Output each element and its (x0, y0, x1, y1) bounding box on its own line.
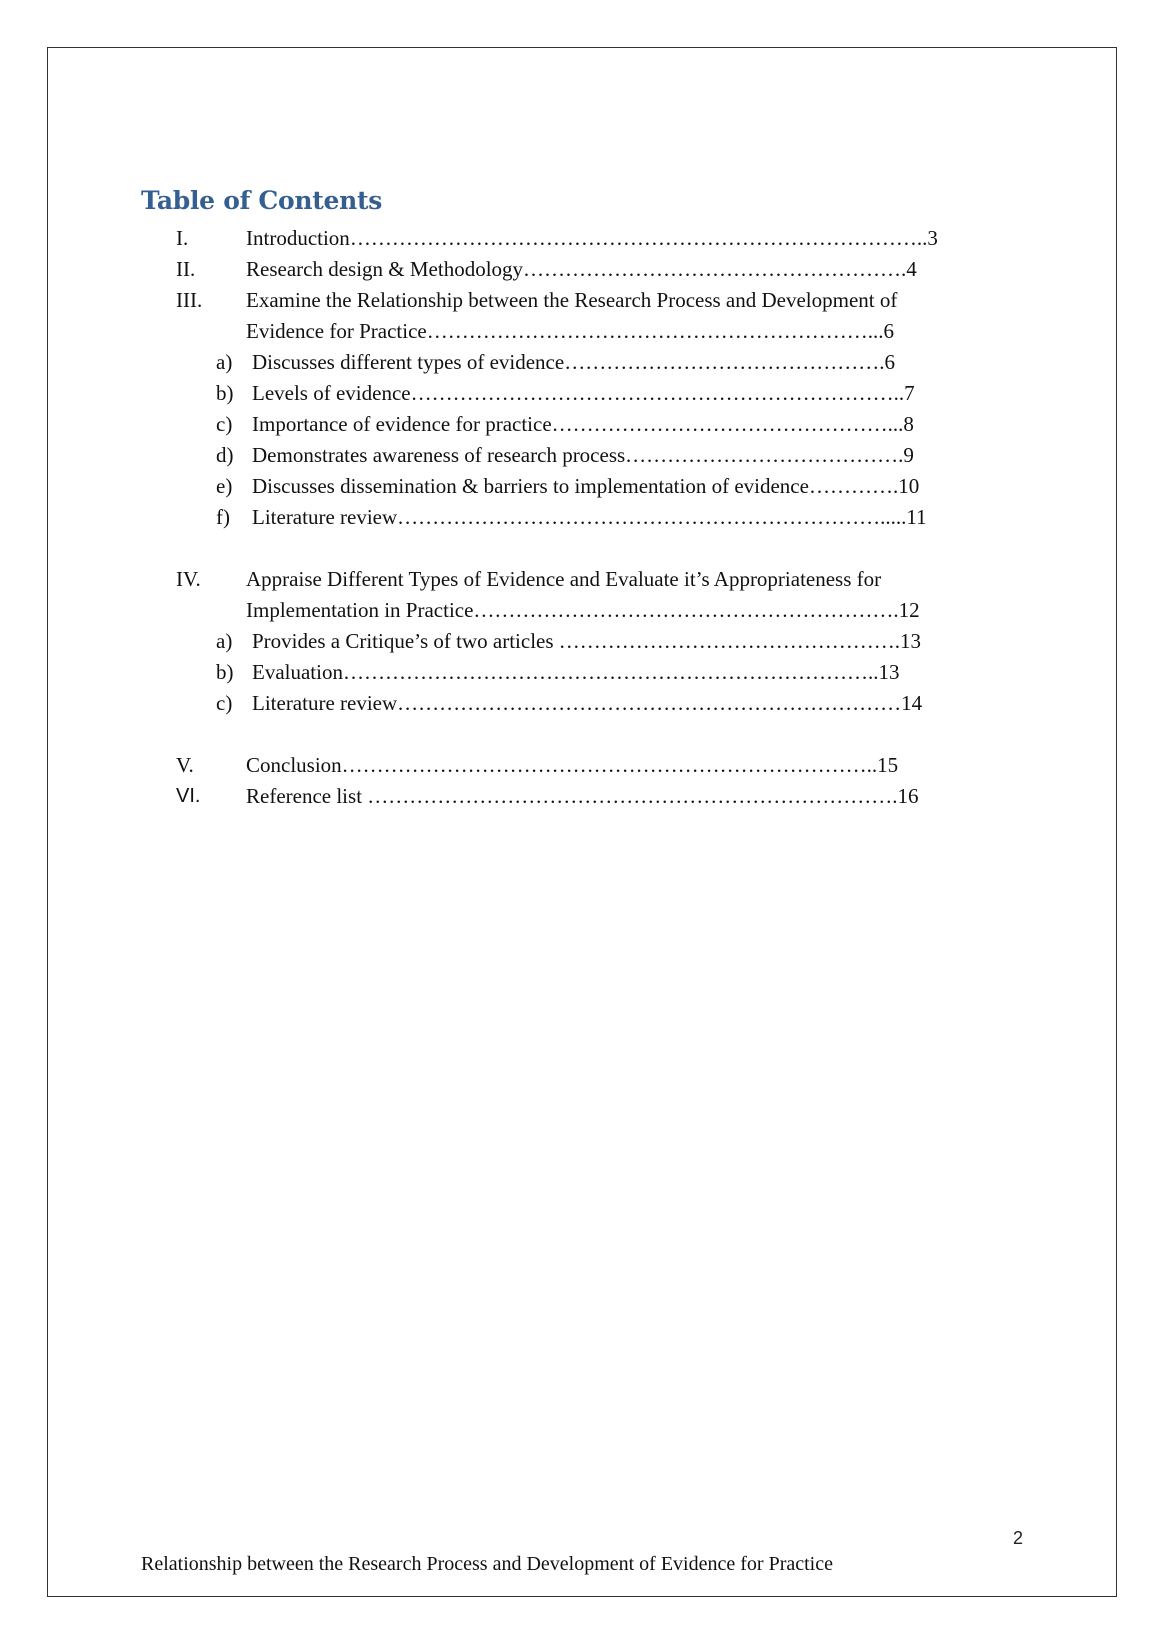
toc-entry-page: 6 (884, 350, 895, 374)
footer-text: Relationship between the Research Process and Development of Evidence for Practice (141, 1553, 833, 1575)
toc-entry-page: 4 (906, 257, 917, 281)
toc-title: Table of Contents (141, 186, 383, 215)
toc-entry-page: 6 (883, 319, 894, 343)
toc-leader-dots: ………………………………………. (564, 350, 885, 374)
toc-entry-title: Discusses different types of evidence……………………………………….6 (252, 350, 895, 374)
toc-leader-dots: …………. (808, 474, 899, 498)
toc-entry-title: Levels of evidence……………………………………………………………..7 (252, 381, 915, 405)
toc-entry-number: b) (216, 381, 234, 405)
toc-entry-page: 13 (900, 629, 922, 653)
toc-entry-title: Importance of evidence for practice…………………………………………...8 (252, 412, 914, 436)
toc-leader-dots: ……………………………………………………. (473, 598, 899, 622)
toc-entry-number: a) (216, 350, 233, 374)
toc-entry-page: 8 (903, 412, 914, 436)
toc-entry-title: Evaluation…………………………………………………………………..13 (252, 660, 900, 684)
toc-leader-dots: ……………………………………………………………..... (397, 505, 907, 529)
toc-entry-number: c) (216, 412, 233, 436)
toc-entry-title: Literature review………………………………………………………………14 (252, 691, 923, 715)
toc-entry-number: a) (216, 629, 233, 653)
toc-leader-dots: ………………………………………………………... (426, 319, 884, 343)
toc-entry-page: 13 (878, 660, 900, 684)
page-number: 2 (1013, 1528, 1024, 1548)
toc-entry-number: IV. (176, 567, 201, 591)
toc-leader-dots: …………………………………………………………….. (410, 381, 905, 405)
toc-entry-number: III. (176, 288, 203, 312)
toc-entry-page: 7 (904, 381, 915, 405)
toc-leader-dots: ………………………………………………………………….. (341, 753, 878, 777)
toc-leader-dots: ……………………………………………………………… (397, 691, 902, 715)
toc-entry-title: Literature review…………………………………………………………….....11 (252, 505, 927, 529)
toc-entry-number: d) (216, 443, 234, 467)
toc-entry-title: Provides a Critique’s of two articles ………………………………………….13 (252, 629, 922, 653)
toc-entry-page: 3 (927, 226, 938, 250)
toc-entry-page: 11 (906, 505, 927, 529)
toc-leader-dots: ………………………………………………. (523, 257, 907, 281)
toc-entry-title: Evidence for Practice………………………………………………………...6 (246, 319, 894, 343)
toc-leader-dots: …………………………………………. (553, 629, 901, 653)
toc-entry-number: VI. (176, 785, 201, 807)
toc-entry-title: Reference list ………………………………………………………………….16 (246, 784, 919, 808)
toc-entry-title: Introduction………………………………………………………………………..3 (246, 226, 938, 250)
toc-entry-number: II. (176, 257, 196, 281)
toc-entry-number: f) (216, 505, 230, 529)
toc-leader-dots: …………………………………………... (551, 412, 904, 436)
toc-entry-number: V. (176, 753, 194, 777)
toc-entry-page: 10 (898, 474, 920, 498)
toc-entry-title: Demonstrates awareness of research process………………………………….9 (252, 443, 914, 467)
toc-entry-title: Implementation in Practice…………………………………………………….12 (246, 598, 920, 622)
toc-entry-title: Research design & Methodology……………………………………………….4 (246, 257, 917, 281)
toc-entry-number: I. (176, 226, 189, 250)
toc-entry-page: 14 (901, 691, 923, 715)
toc-entry-number: c) (216, 691, 233, 715)
toc-leader-dots: …………………………………………………………………. (362, 784, 898, 808)
toc-entry-page: 12 (898, 598, 920, 622)
toc-entry-page: 9 (903, 443, 914, 467)
toc-entry-number: b) (216, 660, 234, 684)
toc-entry-page: 15 (877, 753, 899, 777)
toc-entry-title: Conclusion…………………………………………………………………..15 (246, 753, 899, 777)
toc-entry-title: Examine the Relationship between the Research Process and Development of (246, 288, 898, 312)
toc-entry-title: Appraise Different Types of Evidence and Evaluate it’s Appropriateness for (246, 567, 882, 591)
toc-leader-dots: ……………………………………………………………………….. (349, 226, 928, 250)
toc-leader-dots: ………………………………………………………………….. (342, 660, 879, 684)
toc-leader-dots: …………………………………. (625, 443, 904, 467)
toc-entry-number: e) (216, 474, 233, 498)
toc-entry-title: Discusses dissemination & barriers to implementation of evidence………….10 (252, 474, 920, 498)
toc-entry-page: 16 (897, 784, 919, 808)
